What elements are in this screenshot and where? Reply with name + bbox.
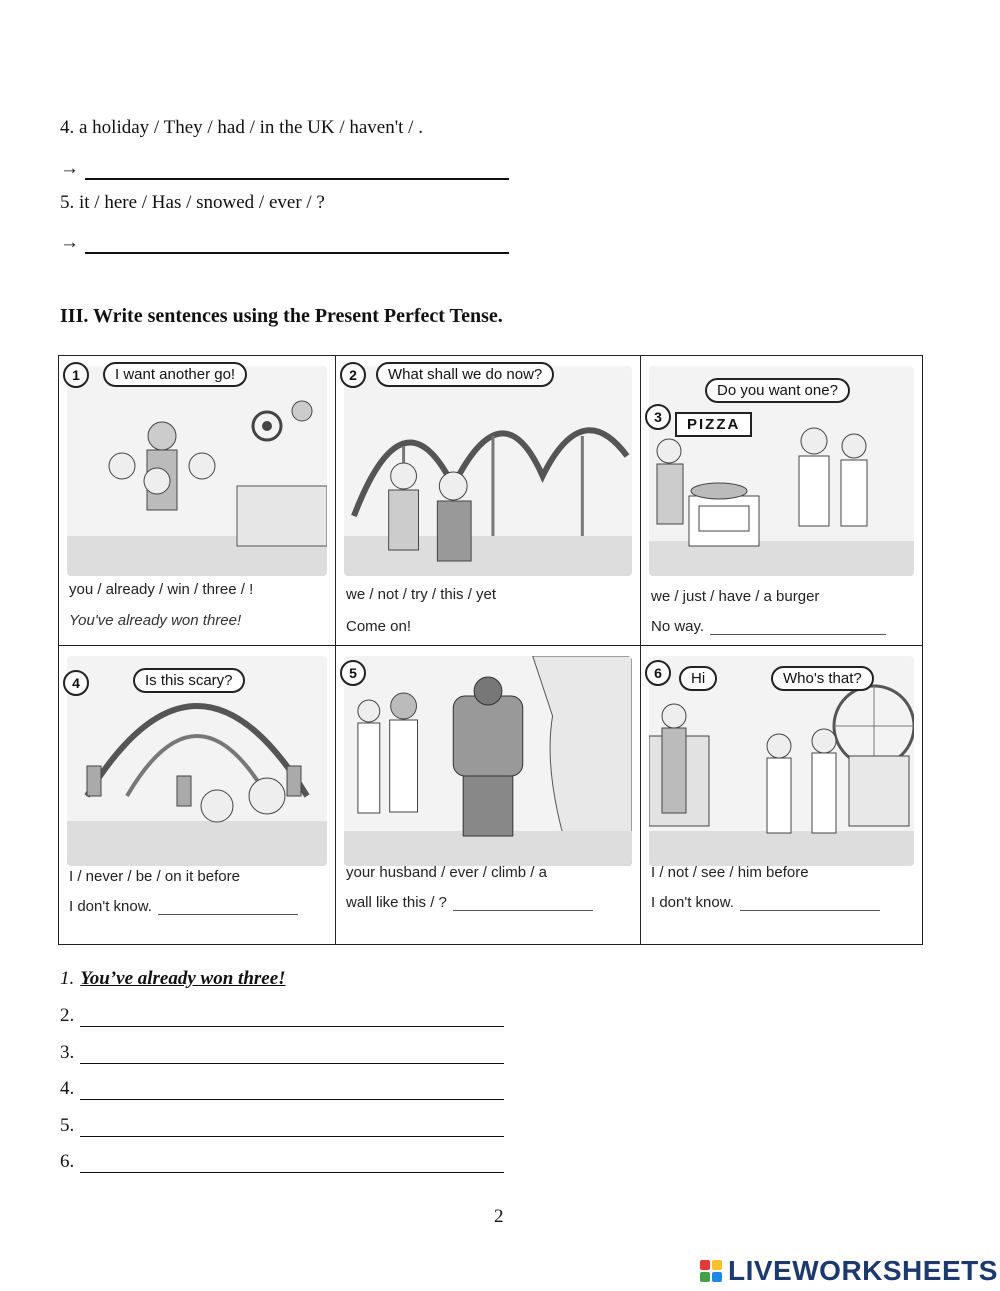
- answer-blank[interactable]: [80, 1081, 504, 1100]
- panel-reply[interactable]: [346, 618, 411, 635]
- answer-row-3[interactable]: [60, 1042, 504, 1064]
- answer-number: 1.: [60, 968, 75, 989]
- panel-1: [59, 356, 336, 646]
- panel-4: [59, 646, 336, 944]
- reply-text: wall like this / ?: [346, 894, 447, 911]
- logo-square: [712, 1260, 722, 1270]
- exercise-line-5: [60, 192, 325, 214]
- reply-blank[interactable]: [740, 898, 880, 911]
- exercise-number: 5.: [60, 192, 75, 213]
- logo-square: [700, 1260, 710, 1270]
- picture-grid: [58, 355, 923, 945]
- reply-text: I don't know.: [69, 898, 152, 915]
- answer-blank[interactable]: [80, 1154, 504, 1173]
- speech-bubble: I want another go!: [103, 362, 247, 387]
- speech-bubble: Is this scary?: [133, 668, 245, 693]
- panel-5: [336, 646, 641, 944]
- panel-number: 5: [340, 660, 366, 686]
- logo-icon: [700, 1260, 722, 1282]
- panel-prompt: you / already / win / three / !: [69, 581, 254, 598]
- answer-blank[interactable]: [80, 1045, 504, 1064]
- speech-bubble-2: Who's that?: [771, 666, 874, 691]
- answer-number: 4.: [60, 1078, 75, 1099]
- panel-prompt: your husband / ever / climb / a: [346, 864, 547, 881]
- panel-number: 3: [645, 404, 671, 430]
- reply-blank[interactable]: [710, 622, 886, 635]
- panel-2: [336, 356, 641, 646]
- panel-illustration: [344, 366, 632, 576]
- liveworksheets-logo[interactable]: [700, 1255, 998, 1287]
- answer-row-5[interactable]: [60, 1115, 504, 1137]
- speech-bubble: Hi: [679, 666, 717, 691]
- pizza-sign: PIZZA: [675, 412, 752, 437]
- answer-row-6[interactable]: [60, 1151, 504, 1173]
- exercise-text: a holiday / They / had / in the UK / haven't / .: [79, 117, 423, 138]
- panel-reply[interactable]: [651, 618, 886, 635]
- panel-number: 1: [63, 362, 89, 388]
- answer-number: 2.: [60, 1005, 75, 1026]
- panel-reply[interactable]: [346, 894, 593, 911]
- answer-number: 6.: [60, 1151, 75, 1172]
- panel-number: 6: [645, 660, 671, 686]
- panel-reply[interactable]: [69, 898, 298, 915]
- answer-field-5[interactable]: [60, 232, 509, 254]
- panel-3: [641, 356, 922, 646]
- arrow-icon: →: [60, 158, 79, 179]
- reply-text: I don't know.: [651, 894, 734, 911]
- reply-text: No way.: [651, 618, 705, 635]
- example-answer: You’ve already won three!: [80, 968, 286, 989]
- panel-prompt: we / just / have / a burger: [651, 588, 820, 605]
- panel-illustration: [344, 656, 632, 866]
- speech-bubble: Do you want one?: [705, 378, 850, 403]
- answer-blank[interactable]: [85, 160, 509, 180]
- answer-field-4[interactable]: [60, 158, 509, 180]
- panel-illustration: [67, 366, 327, 576]
- panel-example-answer: You've already won three!: [69, 612, 242, 629]
- reply-blank[interactable]: [158, 902, 298, 915]
- arrow-icon: →: [60, 232, 79, 253]
- logo-square: [700, 1272, 710, 1282]
- reply-blank[interactable]: [453, 898, 593, 911]
- answer-number: 5.: [60, 1115, 75, 1136]
- answer-row-1: [60, 968, 286, 990]
- panel-reply[interactable]: [651, 894, 880, 911]
- answer-blank[interactable]: [80, 1118, 504, 1137]
- panel-prompt: I / not / see / him before: [651, 864, 809, 881]
- answer-blank[interactable]: [80, 1008, 504, 1027]
- answer-row-4[interactable]: [60, 1078, 504, 1100]
- logo-square: [712, 1272, 722, 1282]
- panel-prompt: we / not / try / this / yet: [346, 586, 497, 603]
- panel-prompt: I / never / be / on it before: [69, 868, 240, 885]
- reply-text: Come on!: [346, 618, 412, 635]
- speech-bubble: What shall we do now?: [376, 362, 554, 387]
- section-title: III. Write sentences using the Present Perfect Tense.: [60, 305, 503, 327]
- exercise-text: it / here / Has / snowed / ever / ?: [79, 192, 325, 213]
- brand-name: LIVEWORKSHEETS: [728, 1255, 998, 1286]
- page-number: 2: [494, 1206, 504, 1227]
- panel-number: 2: [340, 362, 366, 388]
- exercise-number: 4.: [60, 117, 75, 138]
- panel-number: 4: [63, 670, 89, 696]
- answer-row-2[interactable]: [60, 1005, 504, 1027]
- exercise-line-4: [60, 117, 423, 139]
- answer-blank[interactable]: [85, 234, 509, 254]
- panel-6: [641, 646, 922, 944]
- answer-number: 3.: [60, 1042, 75, 1063]
